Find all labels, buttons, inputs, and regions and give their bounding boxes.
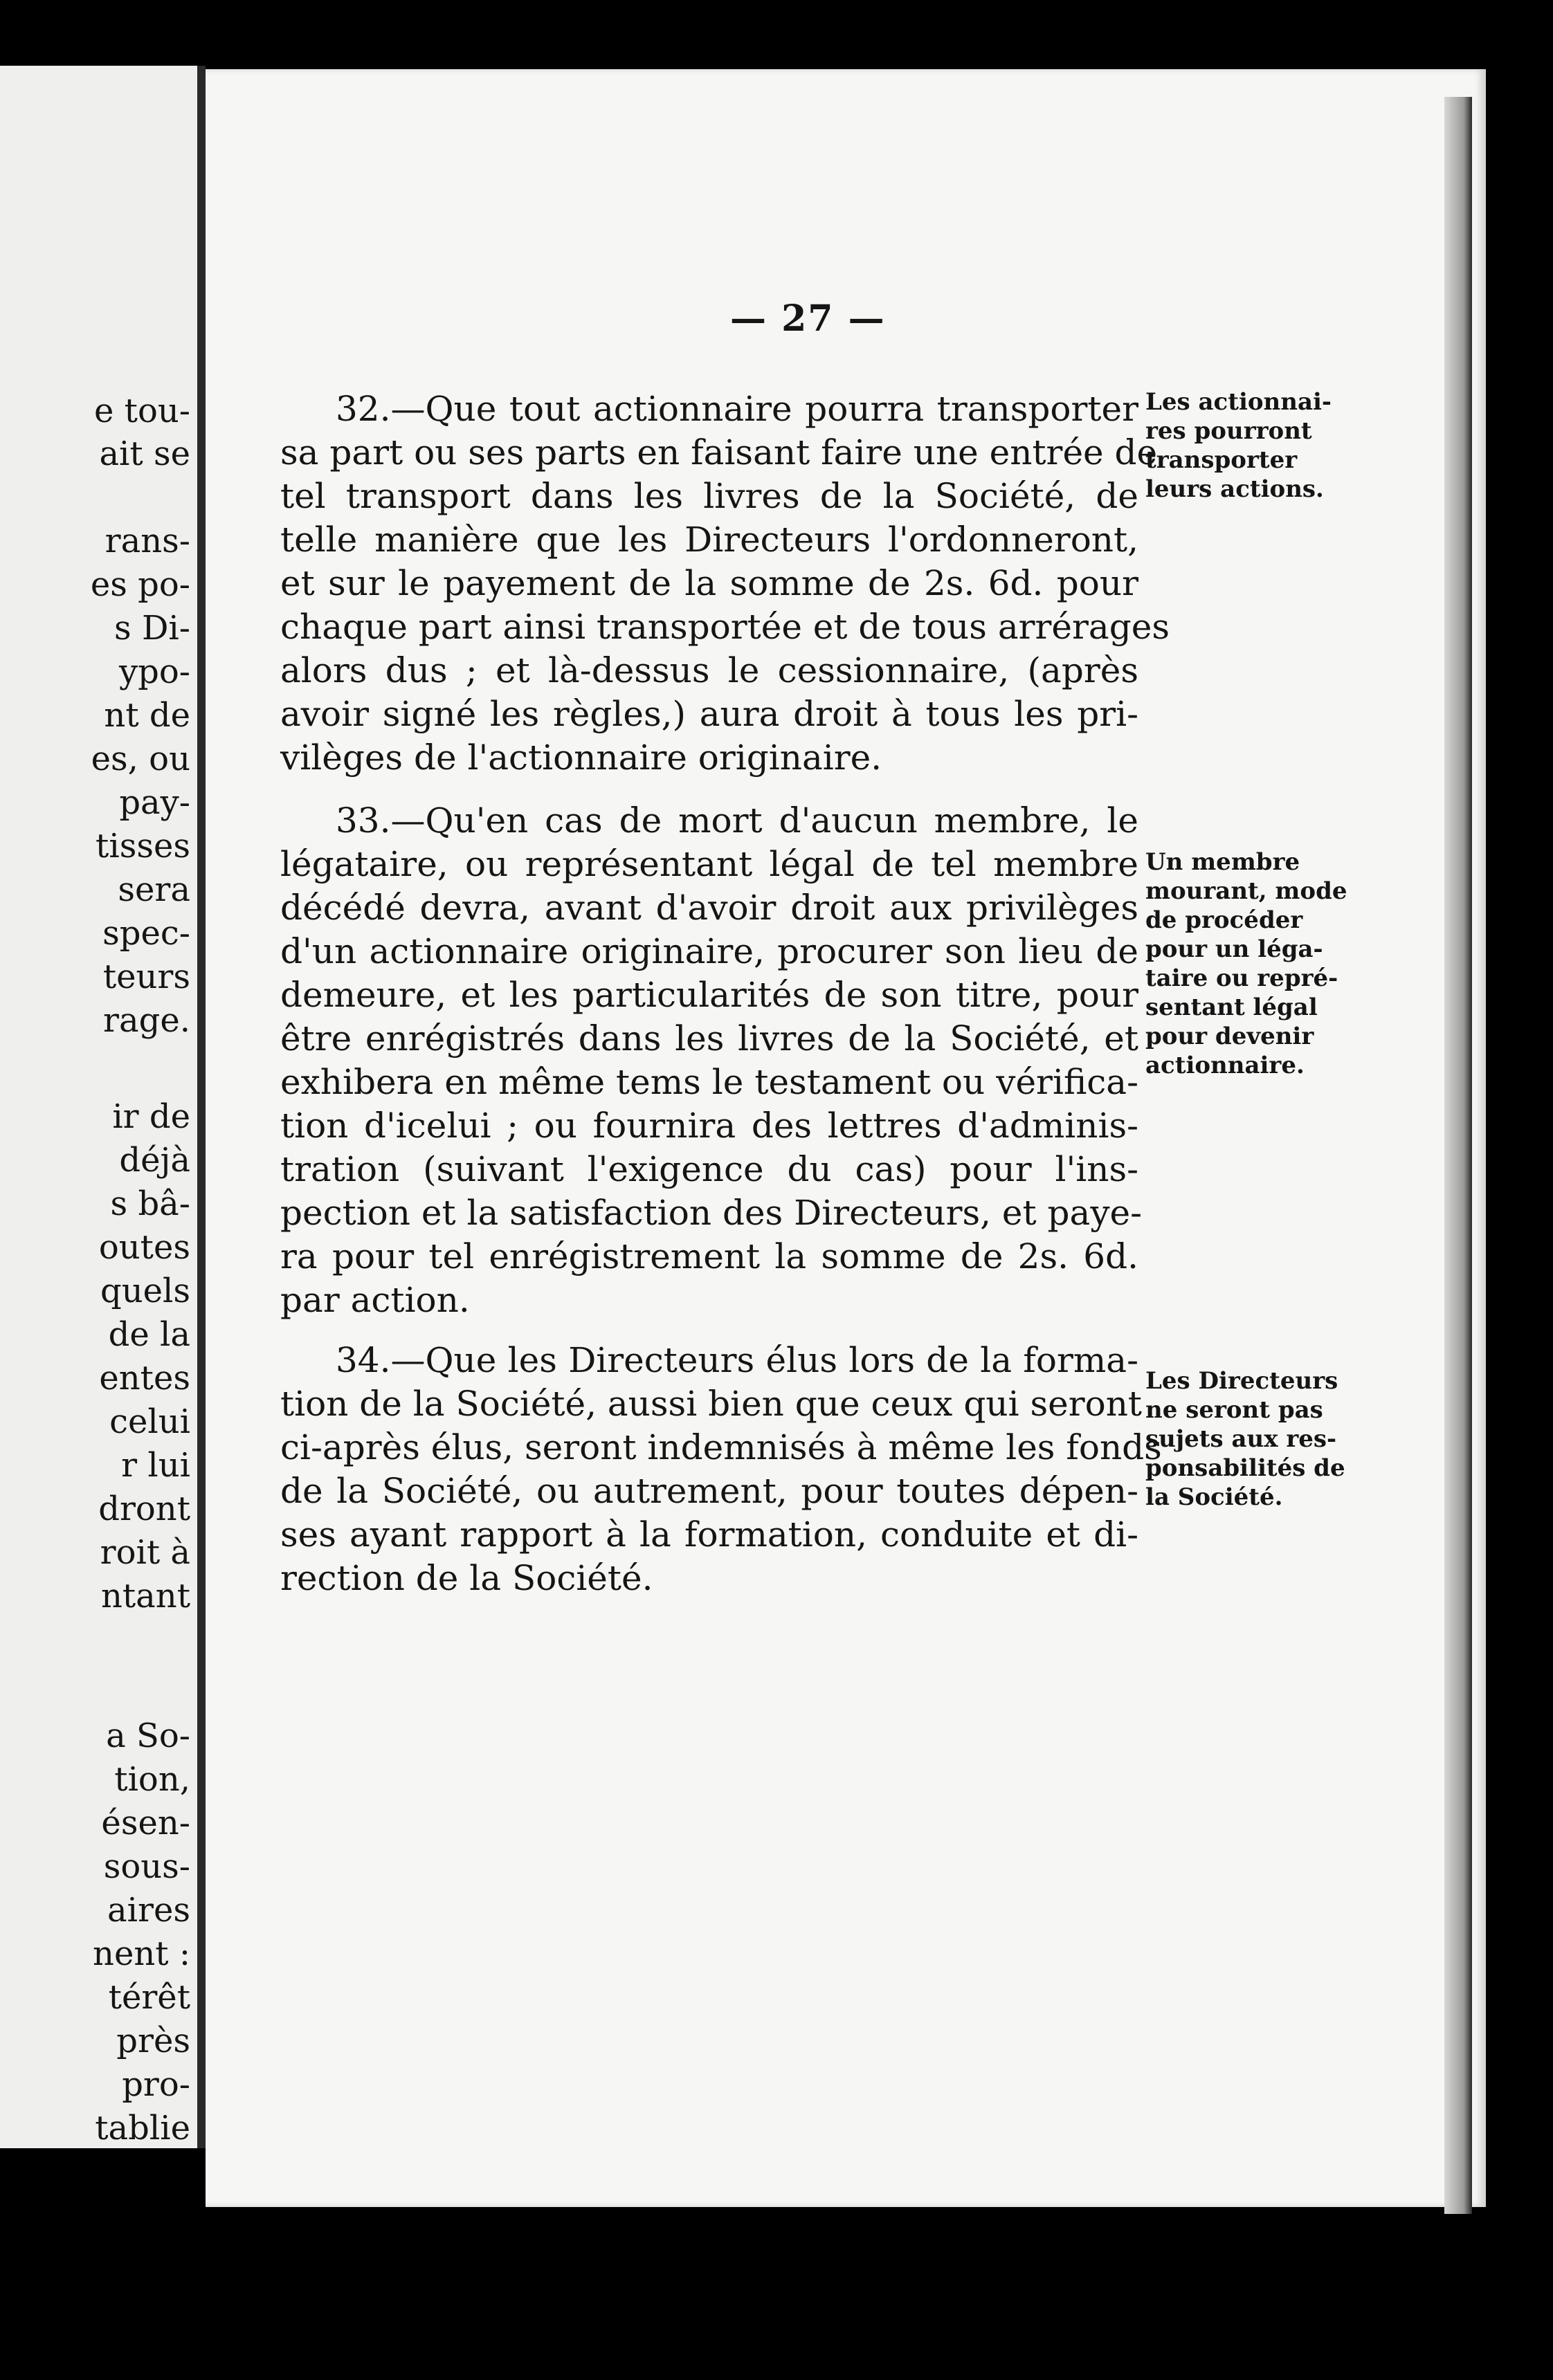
prev-page-line: tablie: [95, 2109, 190, 2148]
text-line: décédé devra, avant d'avoir droit aux privilèges: [280, 888, 1138, 928]
prev-page-line: es, ou: [91, 740, 190, 778]
margin-note-34: [1145, 1366, 1345, 1512]
text-line: ci-après élus, seront indemnisés à même les fonds: [280, 1427, 1162, 1467]
prev-page-line: nent :: [93, 1934, 190, 1973]
prev-page-line: sous-: [103, 1847, 190, 1886]
margin-note-line: mourant, mode: [1145, 877, 1347, 905]
text-line: ses ayant rapport à la formation, conduite et di-: [280, 1514, 1138, 1555]
prev-page-line: ntant: [100, 1577, 190, 1615]
prev-page-line: s bâ-: [110, 1184, 190, 1223]
prev-page-line: ait se: [99, 434, 190, 473]
prev-page-line: r lui: [121, 1446, 190, 1485]
article-33: [280, 799, 1143, 1322]
text-line: 33.—Qu'en cas de mort d'aucun membre, le: [336, 800, 1138, 841]
margin-note-line: actionnaire.: [1145, 1052, 1305, 1079]
text-line: légataire, ou représentant légal de tel membre: [280, 844, 1138, 884]
margin-note-line: Un membre: [1145, 848, 1300, 876]
prev-page-line: sera: [118, 870, 190, 909]
margin-note-line: taire ou repré-: [1145, 964, 1338, 992]
article-32: [280, 387, 1170, 780]
prev-page-line: rage.: [103, 1001, 190, 1040]
margin-note-line: de procéder: [1145, 906, 1303, 934]
margin-note-line: leurs actions.: [1145, 475, 1324, 503]
prev-page-line: s Di-: [114, 609, 190, 648]
text-line: 34.—Que les Directeurs élus lors de la forma-: [336, 1340, 1138, 1380]
text-line: tion de la Société, aussi bien que ceux qui seront: [280, 1384, 1142, 1424]
text-line: telle manière que les Directeurs l'ordonneront,: [280, 520, 1138, 560]
text-line: sa part ou ses parts en faisant faire une entrée de: [280, 432, 1158, 473]
text-line: rection de la Société.: [280, 1558, 653, 1598]
text-line: tration (suivant l'exigence du cas) pour l'ins-: [280, 1149, 1138, 1189]
text-line: d'un actionnaire originaire, procurer son lieu de: [280, 931, 1138, 971]
previous-page-fragment: [0, 66, 197, 2148]
text-line: vilèges de l'actionnaire originaire.: [280, 738, 882, 778]
text-line: par action.: [280, 1280, 470, 1320]
text-line: 32.—Que tout actionnaire pourra transporter: [336, 389, 1138, 429]
prev-page-line: tion,: [114, 1760, 190, 1799]
margin-note-line: transporter: [1145, 446, 1298, 474]
prev-page-line: celui: [109, 1402, 190, 1441]
text-line: être enrégistrés dans les livres de la Société, et: [280, 1018, 1138, 1059]
text-line: tel transport dans les livres de la Société, de: [280, 476, 1138, 516]
prev-page-line: a So-: [106, 1717, 190, 1755]
prev-page-line: roit à: [100, 1533, 190, 1572]
text-line: avoir signé les règles,) aura droit à tous les pri-: [280, 694, 1138, 734]
page-number: — 27 —: [730, 298, 886, 340]
prev-page-line: rans-: [105, 522, 190, 560]
text-line: tion d'icelui ; ou fournira des lettres d'adminis-: [280, 1106, 1138, 1146]
book-gutter: [197, 66, 206, 2148]
text-line: de la Société, ou autrement, pour toutes dépen-: [280, 1471, 1138, 1511]
prev-page-line: e tou-: [94, 392, 190, 430]
margin-note-line: ne seront pas: [1145, 1396, 1323, 1424]
prev-page-line: pro-: [122, 2065, 190, 2104]
prev-page-line: quels: [100, 1272, 190, 1310]
prev-page-line: de la: [108, 1315, 190, 1354]
prev-page-line: nt de: [104, 696, 190, 735]
prev-page-line: es po-: [90, 565, 190, 604]
prev-page-line: teurs: [102, 958, 190, 996]
margin-note-line: res pourront: [1145, 417, 1312, 445]
prev-page-line: déjà: [119, 1141, 190, 1180]
prev-page-line: aires: [107, 1891, 190, 1930]
margin-note-line: Les Directeurs: [1145, 1367, 1338, 1395]
prev-page-line: spec-: [102, 914, 190, 953]
prev-page-line: ir de: [112, 1097, 190, 1136]
prev-page-line: ypo-: [119, 652, 190, 691]
page-edge: [1444, 97, 1472, 2214]
prev-page-line: entes: [99, 1359, 190, 1398]
prev-page-line: près: [116, 2022, 190, 2060]
prev-page-line: pay-: [119, 783, 190, 822]
text-line: ra pour tel enrégistrement la somme de 2s. 6d.: [280, 1236, 1138, 1276]
prev-page-line: tisses: [96, 827, 190, 866]
prev-page-line: dront: [98, 1490, 190, 1528]
margin-note-line: pour devenir: [1145, 1023, 1314, 1050]
margin-note-32: [1145, 387, 1332, 504]
text-line: chaque part ainsi transportée et de tous arrérages: [280, 607, 1170, 647]
margin-note-line: pour un léga-: [1145, 935, 1323, 963]
text-line: alors dus ; et là-dessus le cessionnaire, (après: [280, 650, 1138, 690]
prev-page-line: térêt: [108, 1978, 190, 2017]
text-line: et sur le payement de la somme de 2s. 6d. pour: [280, 563, 1138, 603]
margin-note-line: sentant légal: [1145, 994, 1318, 1021]
margin-note-line: la Société.: [1145, 1483, 1283, 1511]
text-line: pection et la satisfaction des Directeurs, et paye-: [280, 1193, 1143, 1233]
prev-page-line: ésen-: [101, 1804, 190, 1842]
text-line: exhibera en même tems le testament ou vérifica-: [280, 1062, 1138, 1102]
margin-note-line: ponsabilités de: [1145, 1454, 1345, 1482]
article-34: [280, 1339, 1162, 1600]
margin-note-33: [1145, 848, 1347, 1080]
prev-page-line: outes: [98, 1228, 190, 1267]
margin-note-line: sujets aux res-: [1145, 1425, 1337, 1453]
text-line: demeure, et les particularités de son titre, pour: [280, 975, 1138, 1015]
margin-note-line: Les actionnai-: [1145, 388, 1332, 416]
